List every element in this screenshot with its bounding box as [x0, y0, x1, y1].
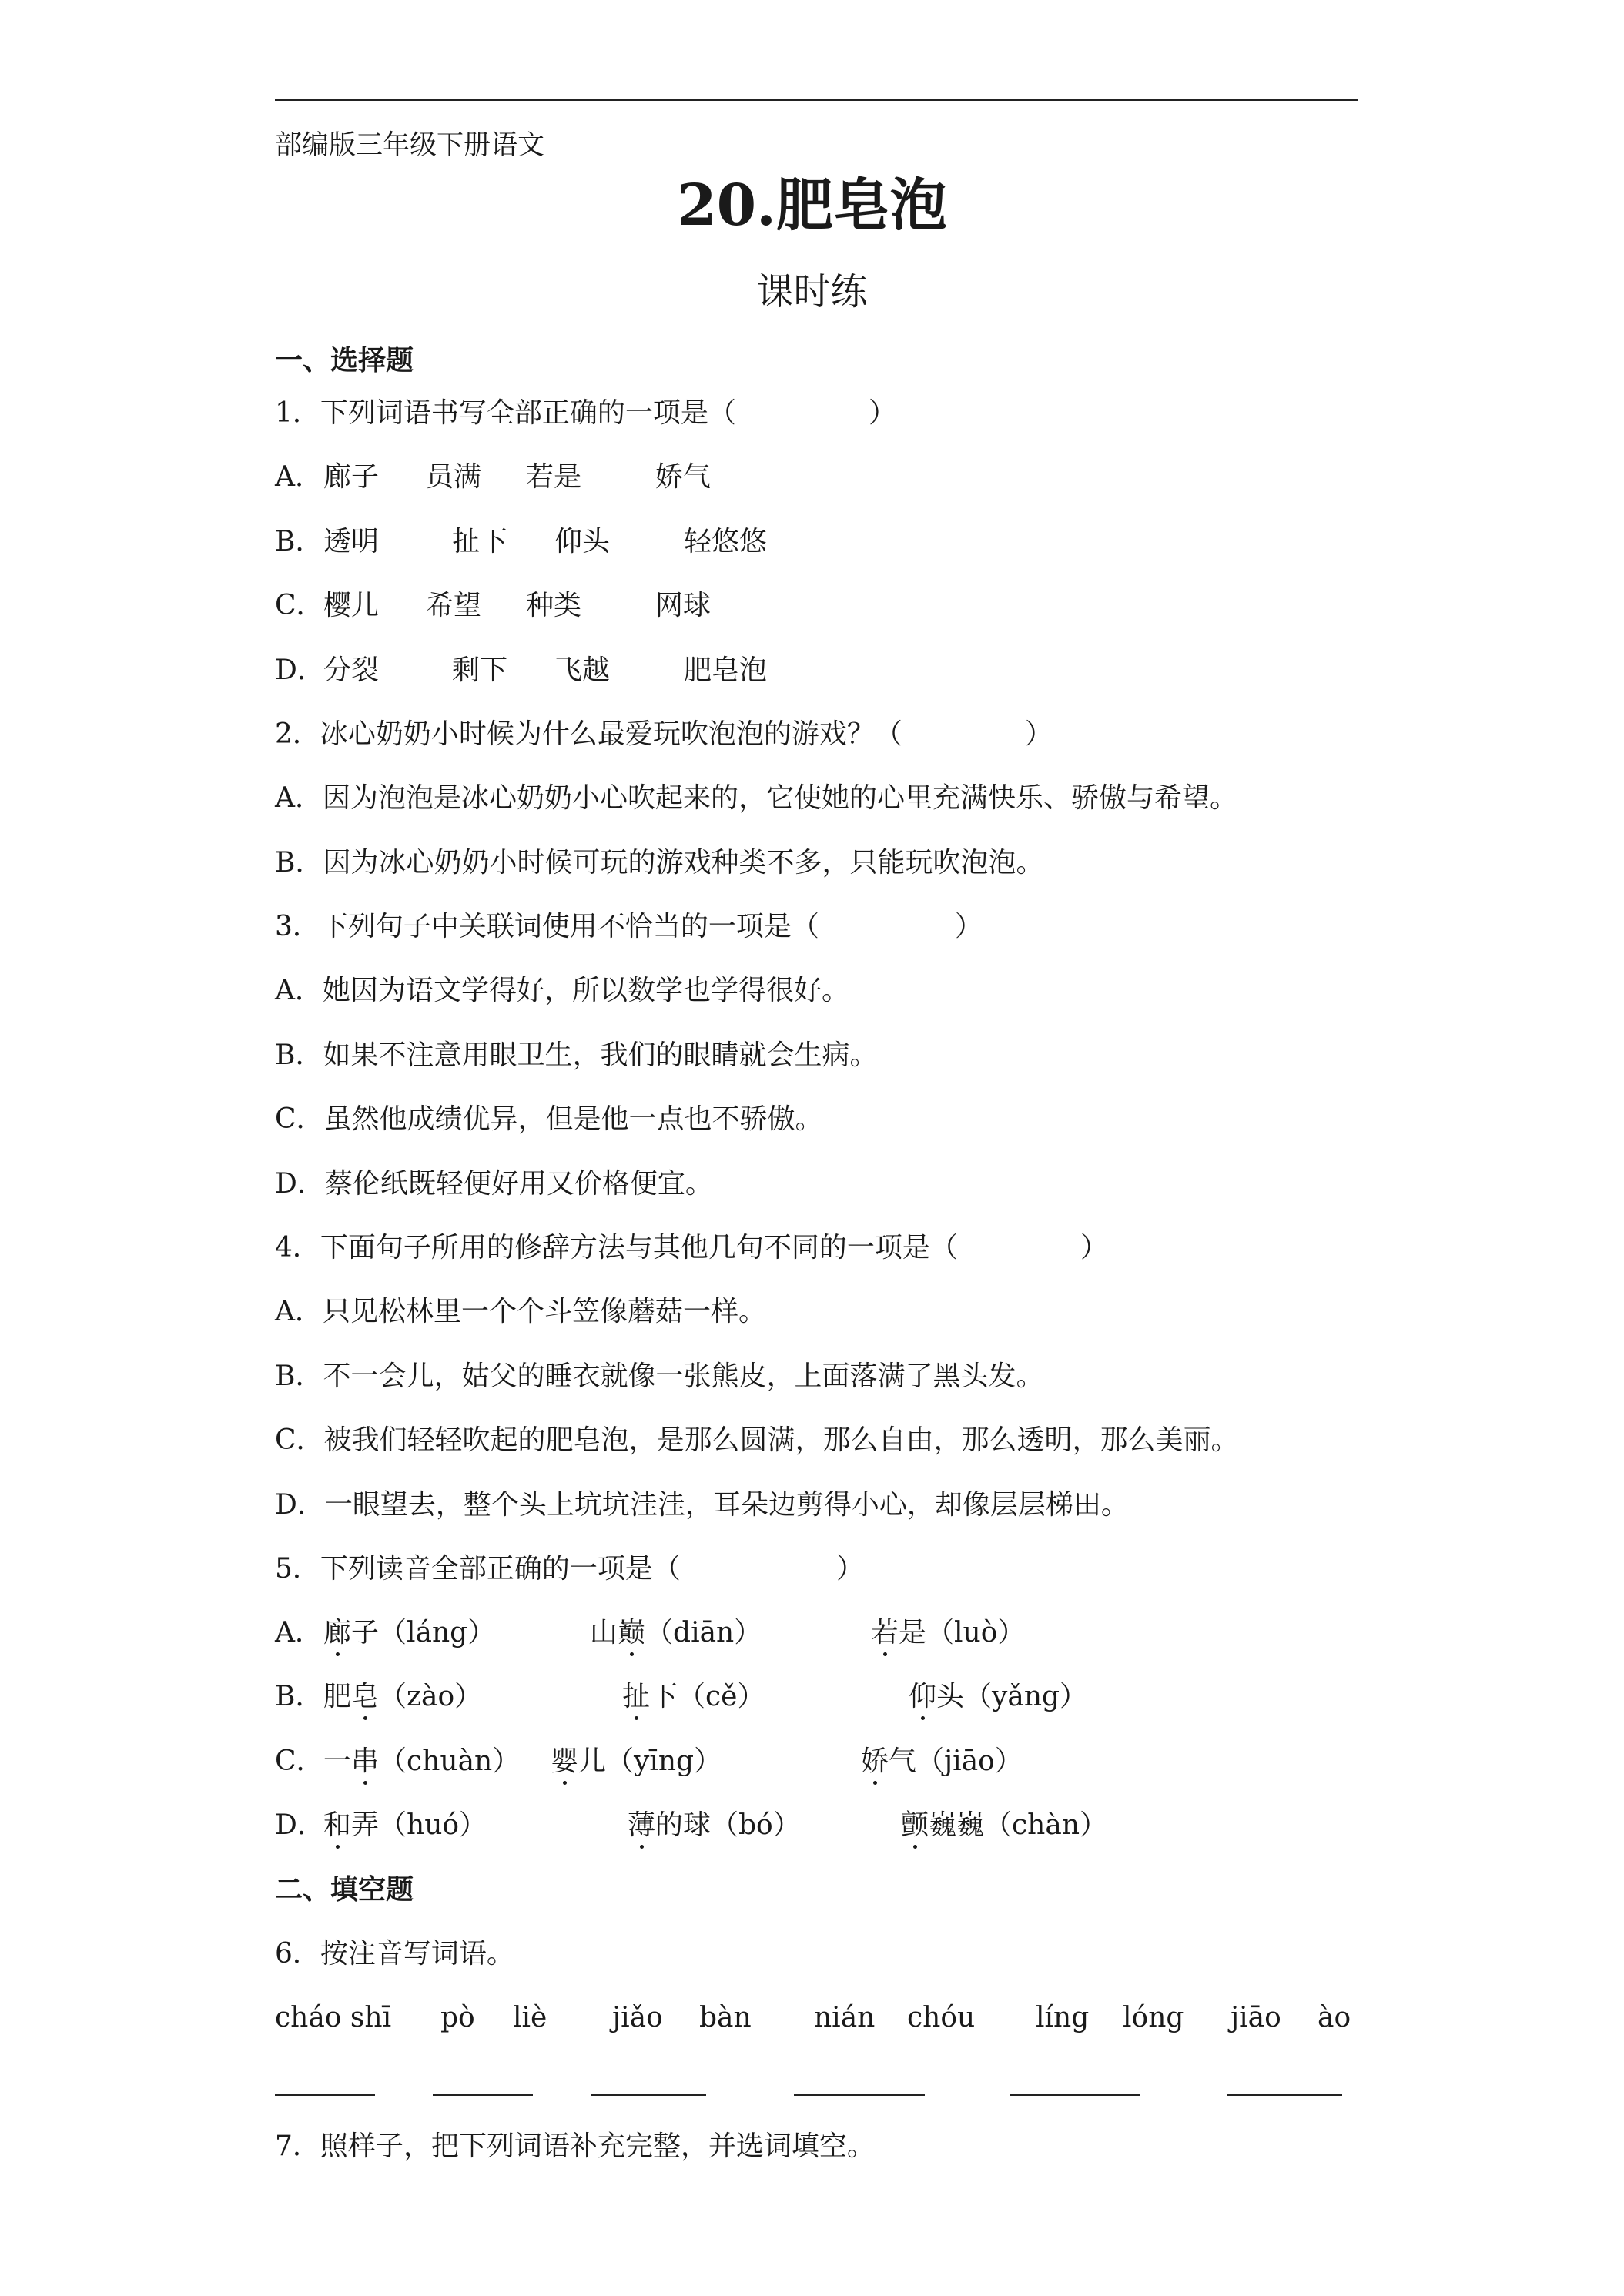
pinyin-text: líng: [1036, 2002, 1090, 2033]
q1-option-d-word: 剩下: [452, 654, 508, 686]
question-1-stem: 1．下列词语书写全部正确的一项是（: [275, 397, 736, 429]
q3-option-b: B．如果不注意用眼卫生，我们的眼睛就会生病。: [275, 1039, 878, 1071]
answer-blank[interactable]: [591, 2094, 706, 2096]
q5-option-b-item: 仰头（yǎng）: [909, 1681, 1088, 1712]
emphasis-dot-char: 薄: [628, 1809, 656, 1841]
pinyin-text: liè: [513, 2002, 547, 2033]
question-3-stem: 3．下列句子中关联词使用不恰当的一项是（: [275, 911, 819, 942]
q1-option-c-word: 网球: [655, 590, 712, 621]
emphasis-dot-char: 颤: [901, 1809, 929, 1841]
question-5-stem: 5．下列读音全部正确的一项是（: [275, 1553, 681, 1585]
question-1-close: ）: [869, 397, 897, 429]
emphasis-dot-char: 巅: [618, 1617, 646, 1648]
emphasis-dot-char: 仰: [909, 1681, 937, 1712]
emphasis-dot-char: 婴: [551, 1745, 579, 1777]
emphasis-dot-char: 廊: [323, 1617, 352, 1648]
answer-blank[interactable]: [1227, 2094, 1342, 2096]
answer-blank[interactable]: [794, 2094, 925, 2096]
emphasis-dot-char: 扯: [622, 1681, 651, 1712]
q5-option-c-item: 娇气（jiāo）: [861, 1745, 1023, 1777]
q5-option-a-label: A．: [275, 1617, 323, 1648]
q5-option-a-item: 山巅（diān）: [590, 1617, 762, 1648]
q4-option-b: B．不一会儿，姑父的睡衣就像一张熊皮，上面落满了黑头发。: [275, 1361, 1044, 1392]
answer-blank[interactable]: [1010, 2094, 1140, 2096]
q1-option-a-label: A．: [275, 461, 323, 493]
header-rule: [275, 99, 1358, 101]
q1-option-a-word: 廊子: [323, 461, 380, 493]
q1-option-b-label: B．: [275, 526, 323, 557]
q1-option-b-word: 轻悠悠: [684, 526, 768, 557]
emphasis-dot-char: 若: [871, 1617, 899, 1648]
q1-option-a-word: 员满: [426, 461, 482, 493]
question-5-close: ）: [836, 1553, 865, 1585]
section-choice-heading: 一、选择题: [275, 344, 414, 377]
document-header: 部编版三年级下册语文: [275, 130, 545, 161]
q1-option-d-word: 肥皂泡: [684, 654, 768, 686]
q2-option-b: B．因为冰心奶奶小时候可玩的游戏种类不多，只能玩吹泡泡。: [275, 847, 1044, 879]
page-subtitle: 课时练: [756, 270, 868, 313]
q4-option-c: C．被我们轻轻吹起的肥皂泡，是那么圆满，那么自由，那么透明，那么美丽。: [275, 1424, 1239, 1456]
page-title: 20.肥皂泡: [677, 172, 947, 239]
q1-option-a-word: 若是: [526, 461, 582, 493]
question-7-stem: 7．照样子，把下列词语补充完整，并选词填空。: [275, 2130, 875, 2162]
question-2-close: ）: [1025, 718, 1053, 750]
q1-option-d-word: 飞越: [554, 654, 611, 686]
q3-option-d: D．蔡伦纸既轻便好用又价格便宜。: [275, 1168, 713, 1200]
pinyin-text: ào: [1318, 2002, 1351, 2033]
emphasis-dot-char: 串: [351, 1745, 380, 1777]
answer-blank[interactable]: [275, 2094, 375, 2096]
emphasis-dot-char: 和: [323, 1809, 352, 1841]
emphasis-dot-char: 皂: [351, 1681, 380, 1712]
pinyin-text: bàn: [699, 2002, 752, 2033]
pinyin-text: chóu: [907, 2002, 976, 2033]
q5-option-c-label: C．: [275, 1745, 324, 1777]
question-4-close: ）: [1080, 1232, 1109, 1263]
q1-option-c-word: 樱儿: [323, 590, 380, 621]
q3-option-a: A．她因为语文学得好，所以数学也学得很好。: [275, 975, 849, 1006]
emphasis-dot-char: 娇: [861, 1745, 889, 1777]
q1-option-d-label: D．: [275, 654, 325, 686]
q4-option-d: D．一眼望去，整个头上坑坑洼洼，耳朵边剪得小心，却像层层梯田。: [275, 1489, 1129, 1521]
q5-option-a-item: 若是（luò）: [871, 1617, 1026, 1648]
question-6-stem: 6．按注音写词语。: [275, 1938, 514, 1970]
q1-option-a-word: 娇气: [655, 461, 712, 493]
q5-option-b-label: B．: [275, 1681, 323, 1712]
q5-option-b-item: 扯下（cě）: [622, 1681, 765, 1712]
q1-option-c-word: 种类: [526, 590, 582, 621]
q5-option-d-item: 和弄（huó）: [323, 1809, 487, 1841]
question-3-close: ）: [955, 911, 983, 942]
q1-option-c-label: C．: [275, 590, 324, 621]
pinyin-text: nián: [814, 2002, 876, 2033]
section-fill-heading: 二、填空题: [275, 1873, 414, 1906]
q3-option-c: C．虽然他成绩优异，但是他一点也不骄傲。: [275, 1103, 823, 1135]
q5-option-b-item: 肥皂（zào）: [323, 1681, 483, 1712]
pinyin-text: cháo shī: [275, 2002, 392, 2033]
q5-option-c-item: 一串（chuàn）: [323, 1745, 521, 1777]
pinyin-text: pò: [440, 2002, 475, 2033]
q5-option-d-item: 颤巍巍（chàn）: [901, 1809, 1108, 1841]
q5-option-d-item: 薄的球（bó）: [628, 1809, 801, 1841]
q1-option-b-word: 仰头: [554, 526, 611, 557]
answer-blank[interactable]: [433, 2094, 533, 2096]
q5-option-a-item: 廊子（láng）: [323, 1617, 496, 1648]
pinyin-text: jiāo: [1231, 2002, 1281, 2033]
q1-option-b-word: 透明: [323, 526, 380, 557]
question-2-stem: 2．冰心奶奶小时候为什么最爱玩吹泡泡的游戏？（: [275, 718, 902, 750]
q5-option-c-item: 婴儿（yīng）: [551, 1745, 722, 1777]
q2-option-a: A．因为泡泡是冰心奶奶小心吹起来的，它使她的心里充满快乐、骄傲与希望。: [275, 782, 1237, 814]
q5-option-d-label: D．: [275, 1809, 325, 1841]
question-4-stem: 4．下面句子所用的修辞方法与其他几句不同的一项是（: [275, 1232, 958, 1263]
q1-option-d-word: 分裂: [323, 654, 380, 686]
pinyin-text: jiǎo: [612, 2002, 663, 2033]
q4-option-a: A．只见松林里一个个斗笠像蘑菇一样。: [275, 1296, 766, 1327]
q1-option-b-word: 扯下: [452, 526, 508, 557]
pinyin-text: lóng: [1123, 2002, 1184, 2033]
q1-option-c-word: 希望: [426, 590, 482, 621]
